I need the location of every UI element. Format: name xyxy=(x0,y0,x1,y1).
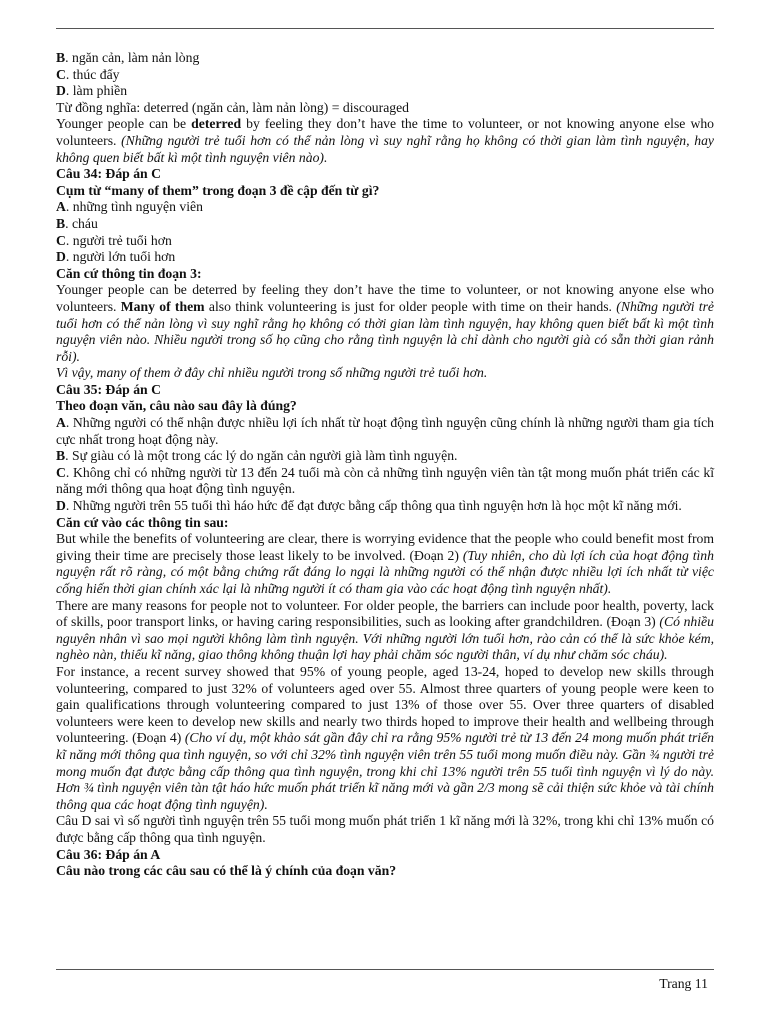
synonym-line: Từ đồng nghĩa: deterred (ngăn cản, làm nản lòng) = discouraged xyxy=(56,99,410,115)
document-body xyxy=(56,50,714,880)
q34-answer: Câu 34: Đáp án C xyxy=(56,166,161,182)
page-number: Trang 11 xyxy=(659,976,708,991)
footer-rule xyxy=(56,969,714,970)
header-rule xyxy=(56,28,714,29)
q34-evidence: Younger people can be deterred by feeling they don’t have the time to volunteer, or not knowing anyone else who volunteers. Many of them also think volunteering is just for older people with time on their hands. (Những người trẻ tuổi hơn có thể nản lòng vì suy nghĩ rằng họ không có thời gian làm tình nguyện, hay không quen biết bất kì một tình nguyện viên nào. Nhiều người trong số họ cũng cho rằng tình nguyện là chỉ dành cho người già có sẵn thời gian rảnh rỗi). xyxy=(56,282,714,364)
q33-evidence: Younger people can be deterred by feeling they don’t have the time to volunteer, or not knowing anyone else who volunteers. (Những người trẻ tuổi hơn có thể nản lòng vì suy nghĩ rằng họ không có thời gian làm tình nguyện, hay không quen biết bất kì một tình nguyện viên nào). xyxy=(56,116,715,165)
option-b: B. ngăn cản, làm nản lòng xyxy=(56,50,200,65)
q35-paragraph-3: There are many reasons for people not to volunteer. For older people, the barriers can include poor health, poverty, lack of skills, poor transport links, or having caring responsibilities, such as looking after grandchildren. (Đoạn 3) (Có nhiều nguyên nhân vì sao mọi người không làm tình nguyện. Với những người lớn tuổi hơn, rào cản có thể là sức khỏe kém, nghèo nàn, thiếu kĩ năng, giao thông không thuận lợi hay phải chăm sóc người thân, ví dụ như chăm sóc cháu). xyxy=(56,597,714,663)
q35-option-b: B. Sự giàu có là một trong các lý do ngăn cản người già làm tình nguyện. xyxy=(56,448,458,464)
q35-basis-heading: Căn cứ vào các thông tin sau: xyxy=(56,514,229,530)
q35-option-d: D. Những người trên 55 tuổi thì háo hức để đạt được bằng cấp thông qua tình nguyện hơn là học một kĩ năng mới. xyxy=(56,498,682,514)
q35-answer: Câu 35: Đáp án C xyxy=(56,381,161,397)
q35-option-c: C. Không chỉ có những người từ 13 đến 24 tuổi mà còn cả những tình nguyện viên tàn tật mong muốn phát triển các kĩ năng mới thông qua hoạt động tình nguyện. xyxy=(56,464,714,497)
q34-option-c: C. người trẻ tuổi hơn xyxy=(56,232,172,248)
q34-option-b: B. cháu xyxy=(56,215,98,231)
q35-paragraph-4: For instance, a recent survey showed that 95% of young people, aged 13-24, hoped to develop new skills through volunteering, compared to just 32% of volunteers aged over 55. Almost three quarters of young people were keen to gain qualifications through volunteering compared to just 13% of those over 55. Over three quarters of disabled volunteers were keen to develop new skills and nearly two thirds hoped to improve their health and wellbeing through volunteering. (Đoạn 4) (Cho ví dụ, một khảo sát gần đây chỉ ra rằng 95% người trẻ từ 13 đến 24 mong muốn phát triển kĩ năng mới thông qua tình nguyện, so với chỉ 32% tình nguyện viên trên 55 tuổi mong muốn điều này. Gần ¾ người trẻ mong muốn đạt được bằng cấp thông qua tình nguyện, trong khi chỉ 13% người trên 55 tuổi tình nguyện vì lý do này. Hơn ¾ tình nguyện viên tàn tật háo hức muốn phát triển kĩ năng mới và gần 2/3 mong sẽ cải thiện sức khỏe và tài chính thông qua các hoạt động tình nguyện). xyxy=(56,663,714,812)
q34-option-a: A. những tình nguyện viên xyxy=(56,199,203,215)
q34-conclusion: Vì vậy, many of them ở đây chỉ nhiều người trong số những người trẻ tuổi hơn. xyxy=(56,365,488,381)
q36-question: Câu nào trong các câu sau có thể là ý chính của đoạn văn? xyxy=(56,863,397,879)
q35-option-a: A. Những người có thể nhận được nhiều lợi ích nhất từ hoạt động tình nguyện cũng chính là những người tham gia tích cực nhất trong hoạt động này. xyxy=(56,415,714,447)
q34-basis-heading: Căn cứ thông tin đoạn 3: xyxy=(56,265,202,281)
q36-answer: Câu 36: Đáp án A xyxy=(56,846,161,862)
option-c: C. thúc đẩy xyxy=(56,66,120,82)
q35-paragraph-2: But while the benefits of volunteering are clear, there is worrying evidence that the people who could benefit most from giving their time are precisely those least likely to be involved. (Đoạn 2) (Tuy nhiên, cho dù lợi ích của hoạt động tình nguyện rất rõ ràng, có một bằng chứng rất đáng lo ngại là những người có thể nhận được nhiều lợi ích nhất từ việc cống hiến thời gian chính xác lại là những người ít có tham gia vào các hoạt động tình nguyện nhất). xyxy=(56,531,714,596)
q34-option-d: D. người lớn tuổi hơn xyxy=(56,249,176,265)
q35-question: Theo đoạn văn, câu nào sau đây là đúng? xyxy=(56,398,297,414)
q35-note: Câu D sai vì số người tình nguyện trên 55 tuổi mong muốn phát triển 1 kĩ năng mới là 32%, trong khi chỉ 13% muốn có được bằng cấp thông qua tình nguyện. xyxy=(56,813,714,845)
option-d: D. làm phiền xyxy=(56,83,128,99)
q34-question: Cụm từ “many of them” trong đoạn 3 đề cập đến từ gì? xyxy=(56,182,380,198)
